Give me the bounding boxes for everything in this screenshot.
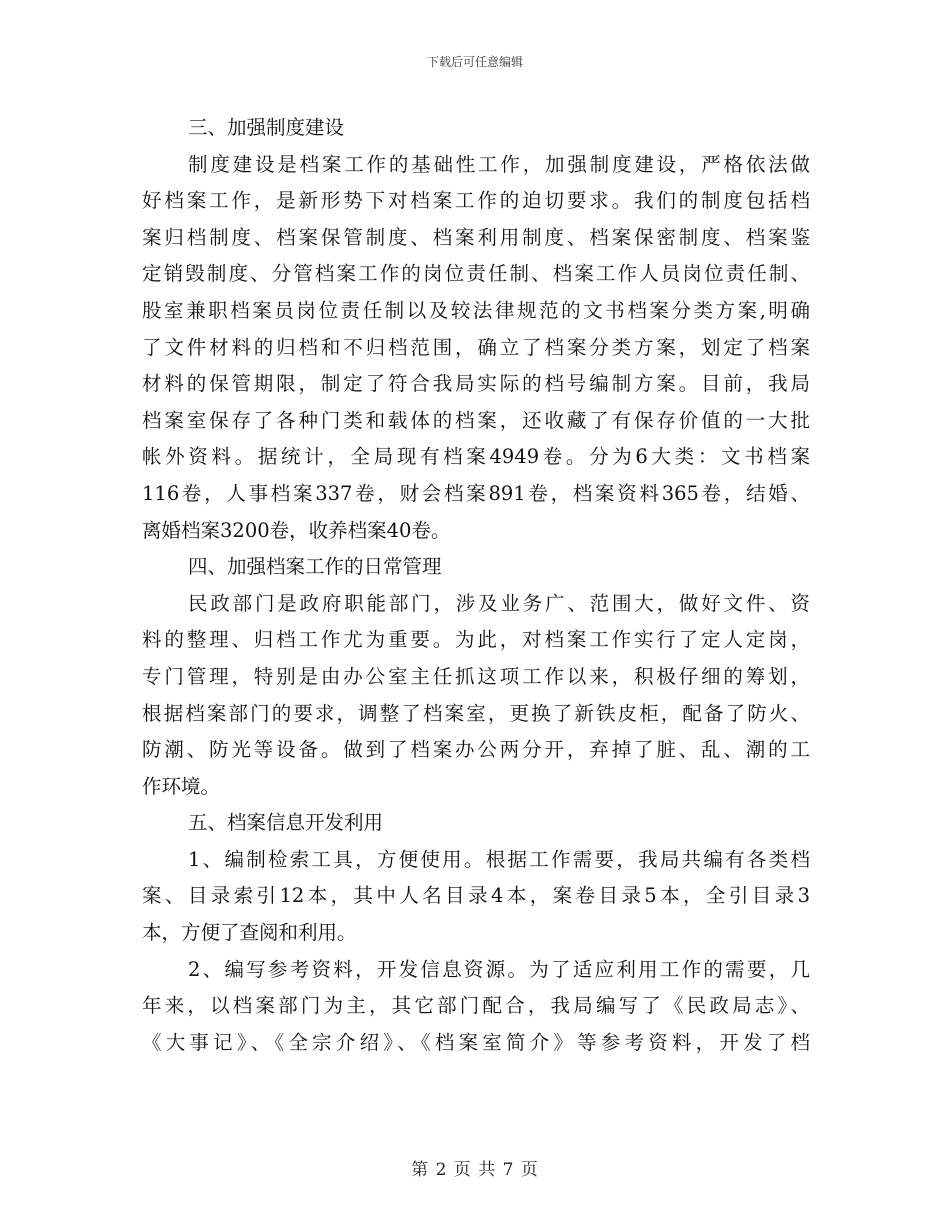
paragraph-line: 2、编写参考资料，开发信息资源。为了适应利用工作的需要，几 [188, 957, 810, 981]
section-heading: 三、加强制度建设 [188, 116, 345, 139]
paragraph-line: 本，方便了查阅和利用。 [142, 921, 357, 945]
paragraph-line: 案、目录索引12本，其中人名目录4本，案卷目录5本，全引目录3 [142, 884, 810, 908]
paragraph-line: 料的整理、归档工作尤为重要。为此，对档案工作实行了定人定岗， [142, 628, 810, 652]
paragraph-line: 材料的保管期限，制定了符合我局实际的档号编制方案。目前，我局 [142, 372, 810, 396]
paragraph-line: 1、编制检索工具，方便使用。根据工作需要，我局共编有各类档 [188, 847, 810, 871]
paragraph-line: 离婚档案3200卷，收养档案40卷。 [142, 518, 451, 542]
paragraph-line: 好档案工作，是新形势下对档案工作的迫切要求。我们的制度包括档 [142, 189, 810, 213]
paragraph-line: 《大事记》、《全宗介绍》、《档案室简介》等参考资料，开发了档 [142, 1030, 810, 1054]
section-heading: 四、加强档案工作的日常管理 [188, 555, 442, 579]
paragraph-line: 民政部门是政府职能部门，涉及业务广、范围大，做好文件、资 [188, 591, 810, 615]
paragraph-line: 专门管理，特别是由办公室主任抓这项工作以来，积极仔细的筹划， [142, 664, 810, 688]
paragraph-line: 案归档制度、档案保管制度、档案利用制度、档案保密制度、档案鉴 [142, 225, 810, 249]
paragraph-line: 防潮、防光等设备。做到了档案办公两分开，弃掉了脏、乱、潮的工 [142, 738, 810, 762]
section-heading: 五、档案信息开发利用 [188, 811, 384, 835]
paragraph-line: 根据档案部门的要求，调整了档案室，更换了新铁皮柜，配备了防火、 [142, 701, 810, 725]
paragraph-line: 年来，以档案部门为主，其它部门配合，我局编写了《民政局志》、 [142, 994, 810, 1018]
paragraph-line: 制度建设是档案工作的基础性工作，加强制度建设，严格依法做 [188, 152, 810, 176]
paragraph-line: 116卷，人事档案337卷，财会档案891卷，档案资料365卷，结婚、 [142, 481, 810, 505]
paragraph-line: 作环境。 [142, 774, 221, 798]
paragraph-line: 档案室保存了各种门类和载体的档案，还收藏了有保存价值的一大批 [142, 408, 810, 432]
page-header: 下载后可任意编辑 [426, 55, 523, 69]
paragraph-line: 股室兼职档案员岗位责任制以及较法律规范的文书档案分类方案,明确 [142, 298, 810, 322]
paragraph-line: 定销毁制度、分管档案工作的岗位责任制、档案工作人员岗位责任制、 [142, 262, 810, 286]
document-body [142, 110, 810, 1061]
page-footer: 第 2 页 共 7 页 [411, 1160, 539, 1180]
paragraph-line: 了文件材料的归档和不归档范围，确立了档案分类方案，划定了档案 [142, 335, 810, 359]
paragraph-line: 帐外资料。据统计，全局现有档案4949卷。分为6大类：文书档案 [142, 445, 810, 469]
